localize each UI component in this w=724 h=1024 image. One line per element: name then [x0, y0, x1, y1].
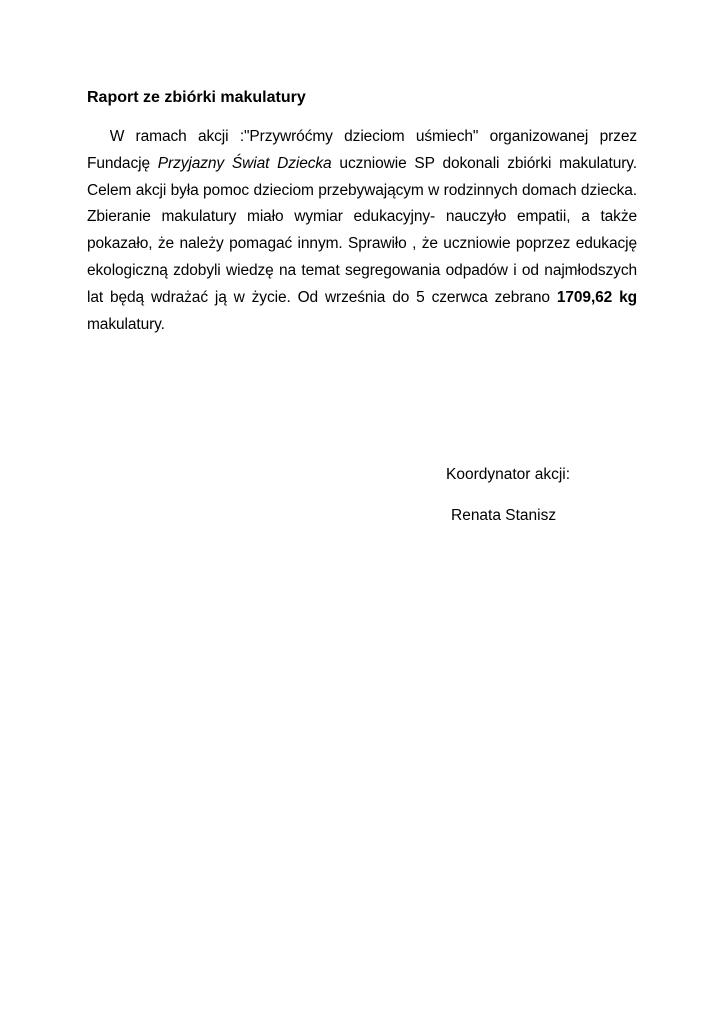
report-paragraph — [87, 124, 637, 338]
paragraph-text-part2: uczniowie SP dokonali zbiórki makulatury. Celem akcji była pomoc dzieciom przebywającym w rodzinnych domach dziecka. Zbieranie makulatury miało wymiar edukacyjny- nauczyło empatii, a także pokazało, że należy pomagać innym. Sprawiło , że uczniowie poprzez edukację ekologiczną zdobyli wiedzę na temat segregowania odpadów i od najmłodszych lat będą wdrażać ją w życie. Od września do 5 czerwca zebrano — [87, 154, 638, 306]
collected-amount: 1709,62 kg — [556, 288, 637, 306]
signature-name: Renata Stanisz — [451, 507, 557, 524]
paragraph-text-part3: makulatury. — [87, 315, 165, 333]
paragraph-text-part1: W ramach akcji :"Przywróćmy dzieciom uśmiech" organizowanej przez Fundację — [87, 128, 637, 172]
paragraph-indent — [87, 128, 110, 145]
foundation-name: Przyjazny Świat Dziecka — [157, 154, 332, 172]
document-title: Raport ze zbiórki makulatury — [87, 89, 306, 106]
signature-role: Koordynator akcji: — [446, 466, 571, 483]
